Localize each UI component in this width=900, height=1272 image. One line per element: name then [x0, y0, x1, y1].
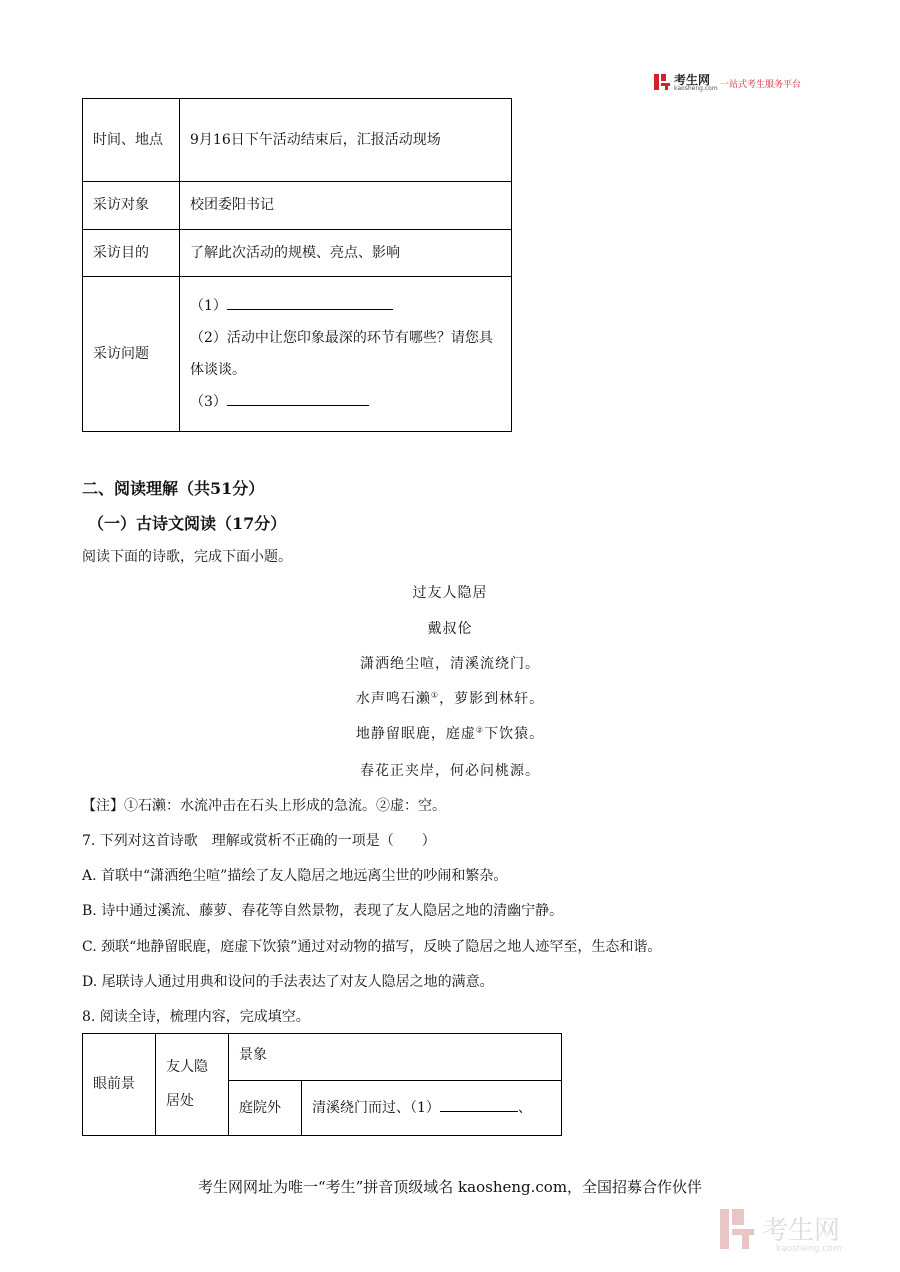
question-3: （3）: [190, 394, 227, 411]
poem-line: 地静留眠鹿，庭虚②下饮猿。: [355, 725, 545, 742]
site-logo: [652, 72, 822, 96]
logo-name: 考生网: [674, 73, 711, 87]
watermark: [718, 1205, 878, 1255]
subsection-title: （一）古诗文阅读（17分）: [88, 514, 287, 533]
table-row: [83, 1034, 562, 1081]
interview-table: [82, 98, 512, 432]
instruction: 阅读下面的诗歌，完成下面小题。: [82, 549, 292, 565]
watermark-domain: kaosheng.com: [776, 1244, 842, 1254]
poem-note: 【注】①石濑：水流冲击在石头上形成的急流。②虚：空。: [82, 798, 446, 814]
option-d[interactable]: D. 尾联诗人通过用典和设问的手法表达了对友人隐居之地的满意。: [82, 974, 494, 990]
table-header-cell: 景象: [229, 1034, 562, 1081]
row-label: 时间、地点: [83, 99, 180, 182]
poem-title: 过友人隐居: [412, 585, 488, 601]
row-value: 9月16日下午活动结束后，汇报活动现场: [180, 99, 512, 182]
table-row: [83, 99, 512, 182]
table-row: [83, 230, 512, 277]
option-b[interactable]: B. 诗中通过溪流、藤萝、春花等自然景物，表现了友人隐居之地的清幽宁静。: [82, 903, 564, 919]
table-cell: 庭院外: [229, 1081, 302, 1136]
table-row: [83, 182, 512, 230]
footnote-marker: ②: [475, 725, 485, 735]
logo-icon: [652, 72, 672, 92]
option-a[interactable]: A. 首联中“潇洒绝尘喧”描绘了友人隐居之地远离尘世的吵闹和繁杂。: [82, 868, 508, 884]
poem-line: 春花正夹岸，何必问桃源。: [360, 763, 540, 779]
option-c[interactable]: C. 颈联“地静留眠鹿，庭虚下饮猿”通过对动物的描写，反映了隐居之地人迹罕至，生态和谐。: [82, 939, 662, 955]
answer-blank-table[interactable]: [440, 1098, 518, 1112]
question-7-stem: 7. 下列对这首诗歌 理解或赏析不正确的一项是（ ）: [82, 833, 436, 849]
table-cell: 清溪绕门而过、（1） 、: [302, 1081, 562, 1136]
question-1: （1）: [190, 297, 227, 314]
row-label: 采访目的: [83, 230, 180, 277]
poem-line: 水声鸣石濑①，萝影到林轩。: [355, 690, 545, 707]
row-value: [180, 277, 512, 432]
question-8-stem: 8. 阅读全诗，梳理内容，完成填空。: [82, 1009, 310, 1025]
answer-blank-1[interactable]: [227, 296, 393, 310]
logo-domain: kaosheng.com: [674, 85, 718, 92]
table-row: [83, 277, 512, 432]
question-2: （2）活动中让您印象最深的环节有哪些？请您具体谈谈。: [190, 329, 493, 378]
footnote-marker: ①: [430, 690, 440, 700]
fill-table: [82, 1033, 562, 1136]
row-value: 了解此次活动的规模、亮点、影响: [180, 230, 512, 277]
row-label: 采访问题: [83, 277, 180, 432]
row-label: 采访对象: [83, 182, 180, 230]
poem-author: 戴叔伦: [427, 621, 473, 637]
table-cell: 眼前景: [83, 1034, 156, 1136]
watermark-logo-icon: [718, 1205, 878, 1255]
poem-line: 潇洒绝尘喧，清溪流绕门。: [360, 656, 540, 672]
page-footer: 考生网网址为唯一“考生”拼音顶级域名 kaosheng.com，全国招募合作伙伴: [197, 1178, 703, 1196]
answer-blank-3[interactable]: [227, 392, 369, 406]
table-cell: 友人隐居处: [156, 1034, 229, 1136]
row-value: 校团委阳书记: [180, 182, 512, 230]
watermark-name: 考生网: [762, 1216, 841, 1246]
section-title: 二、阅读理解（共51分）: [82, 479, 265, 498]
logo-slogan: 一站式考生服务平台: [720, 80, 802, 90]
